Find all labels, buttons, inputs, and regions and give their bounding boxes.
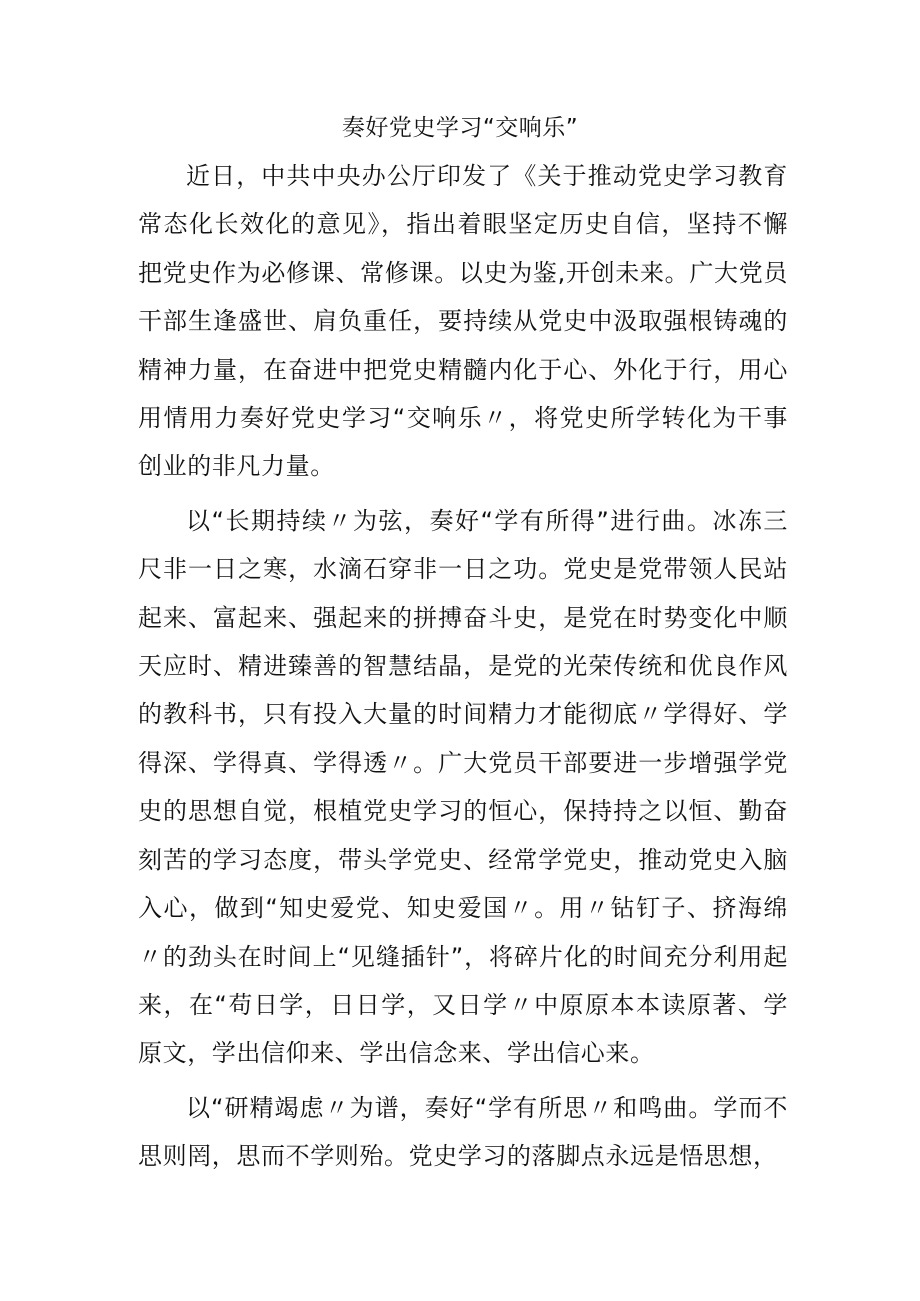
- paragraph: 以“研精竭虑〃为谱，奏好“学有所思〃和鸣曲。学而不思则罔，思而不学则殆。党史学习的落脚点永远是悟思想，: [138, 1093, 788, 1171]
- document-title: 奏好党史学习“交响乐”: [341, 115, 579, 141]
- paragraph: 近日，中共中央办公厅印发了《关于推动党史学习教育常态化长效化的意见》，指出着眼坚定历史自信，坚持不懈把党史作为必修课、常修课。以史为鉴,开创未来。广大党员干部生逢盛世、肩负重任，要持续从党史中汲取强根铸魂的精神力量，在奋进中把党史精髓内化于心、外化于行，用心用情用力奏好党史学习“交响乐〃，将党史所学转化为干事创业的非凡力量。: [138, 162, 788, 481]
- document-body: [138, 152, 788, 1187]
- paragraph: 以“长期持续〃为弦，奏好“学有所得”进行曲。冰冻三尺非一日之寒，水滴石穿非一日之功。党史是党带领人民站起来、富起来、强起来的拼搏奋斗史，是党在时势变化中顺天应时、精进臻善的智慧结晶，是党的光荣传统和优良作风的教科书，只有投入大量的时间精力才能彻底〃学得好、学得深、学得真、学得透〃。广大党员干部要进一步增强学党史的思想自觉，根植党史学习的恒心，保持持之以恒、勤奋刻苦的学习态度，带头学党史、经常学党史，推动党史入脑入心，做到“知史爱党、知史爱国〃。用〃钻钉子、挤海绵〃的劲头在时间上“见缝插针”，将碎片化的时间充分利用起来，在“苟日学，日日学，又日学〃中原原本本读原著、学原文，学出信仰来、学出信念来、学出信心来。: [138, 506, 788, 1068]
